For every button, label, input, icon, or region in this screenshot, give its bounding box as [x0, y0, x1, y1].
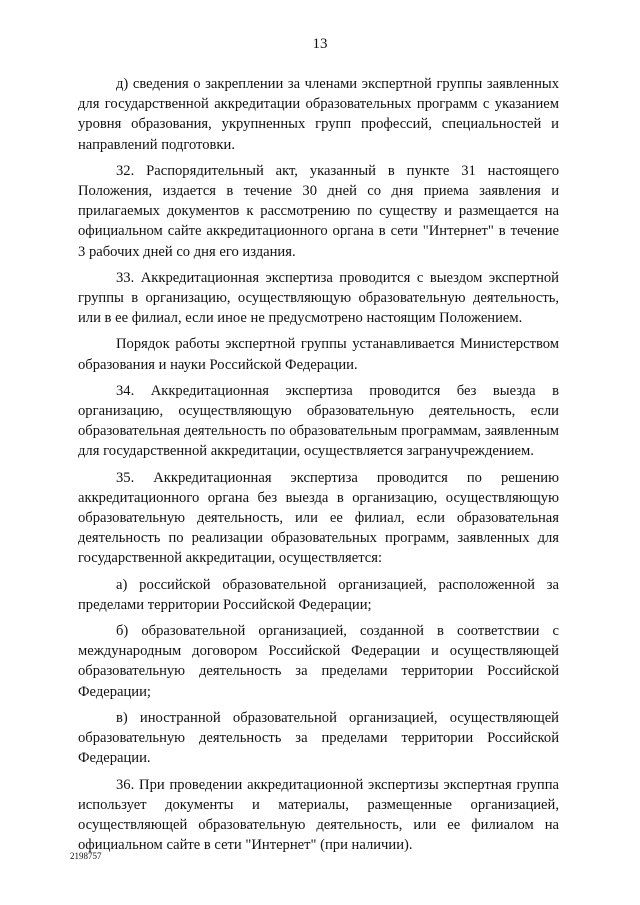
paragraph-36: 36. При проведении аккредитационной экспертизы экспертная группа использует документы и материалы, размещенные организацией, осуществляющей образовательную деятельность, или ее филиалом на официальном сайте в сети "Интернет" (при наличии). [78, 776, 559, 854]
paragraph-33: 33. Аккредитационная экспертиза проводится с выездом экспертной группы в организацию, осуществляющую образовательную деятельность, или в ее филиал, если иное не предусмотрено настоящим Положением. [78, 269, 559, 327]
paragraph-35: 35. Аккредитационная экспертиза проводится по решению аккредитационного органа без выезда в организацию, осуществляющую образовательную деятельность, или ее филиал, если образовательная деятельность по реализации образовательных программ, заявленных для государственной аккредитации, осуществляется: [78, 469, 559, 567]
document-code: 2198757 [70, 851, 102, 861]
paragraph-35-b: б) образовательной организацией, созданной в соответствии с международным договором Российской Федерации и осуществляющей образовательную деятельность за пределами территории Российской Федерации; [78, 623, 559, 700]
paragraph-d-information: д) сведения о закреплении за членами экспертной группы заявленных для государственной аккредитации образовательных программ с указанием уровня образования, укрупненных групп профессий, специальностей и направлений подготовки. [78, 76, 559, 153]
paragraph-32: 32. Распорядительный акт, указанный в пункте 31 настоящего Положения, издается в течение 30 дней со дня приема заявления и прилагаемых документов к рассмотрению по существу и размещается на официальном сайте аккредитационного органа в сети "Интернет" в течение 3 рабочих дней со дня его издания. [78, 162, 559, 260]
page-number: 13 [312, 36, 328, 52]
paragraph-35-v: в) иностранной образовательной организацией, осуществляющей образовательную деятельность за пределами территории Российской Федерации. [78, 709, 559, 767]
paragraph-34: 34. Аккредитационная экспертиза проводится без выезда в организацию, осуществляющую образовательную деятельность, если образовательная деятельность по образовательным программам, заявленным для государственной аккредитации, осуществляется загранучреждением. [78, 382, 559, 460]
paragraph-35-a: а) российской образовательной организацией, расположенной за пределами территории Российской Федерации; [78, 576, 559, 613]
paragraph-expert-group-procedure: Порядок работы экспертной группы устанавливается Министерством образования и науки Российской Федерации. [78, 336, 559, 373]
document-body [78, 74, 559, 861]
